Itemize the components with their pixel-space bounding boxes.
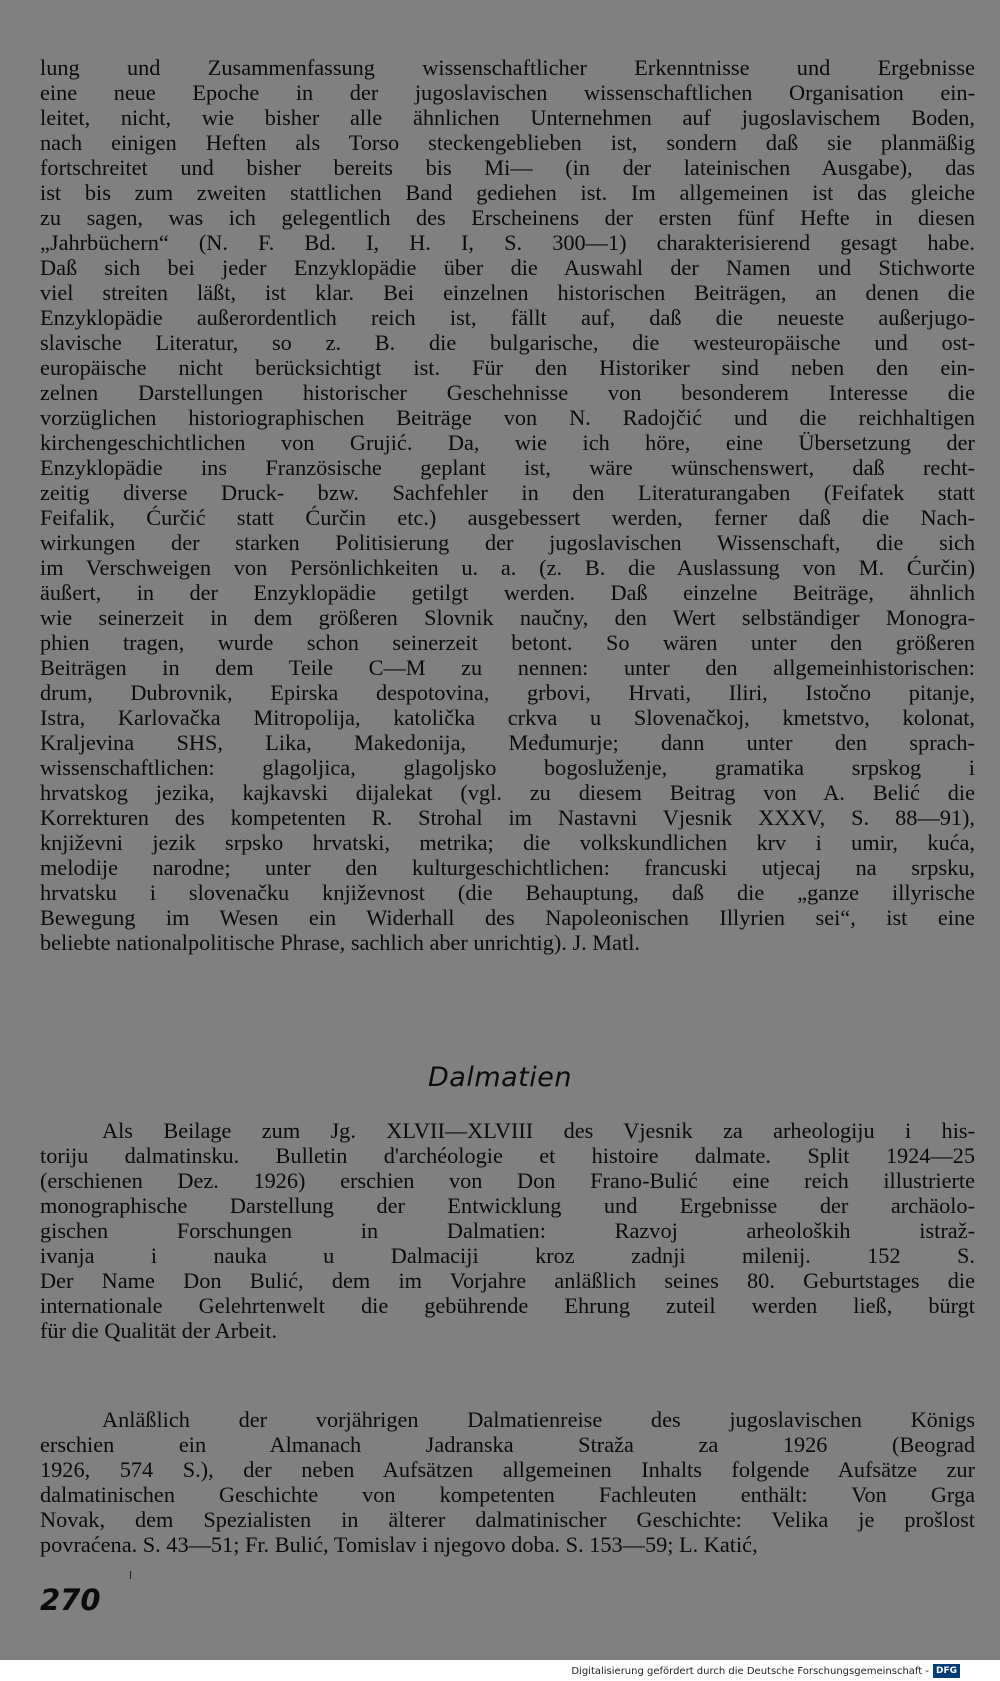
text-line: leitet, nicht, wie bisher alle ähnlichen Unternehmen auf jugoslavischem Boden, — [40, 105, 975, 130]
text-line: Kraljevina SHS, Lika, Makedonija, Međumurje; dann unter den sprach- — [40, 730, 975, 755]
text-line: 1926, 574 S.), der neben Aufsätzen allgemeinen Inhalts folgende Aufsätze zur — [40, 1457, 975, 1482]
bulic-monograph-paragraph — [40, 1118, 975, 1343]
digitization-footer — [571, 1663, 960, 1679]
text-line: vorzüglichen historiographischen Beiträge von N. Radojčić und die reichhaltigen — [40, 405, 975, 430]
text-line: für die Qualität der Arbeit. — [40, 1318, 278, 1343]
text-line: Enzyklopädie ins Französische geplant ist, wäre wünschenswert, daß recht- — [40, 455, 975, 480]
text-line: ivanja i nauka u Dalmaciji kroz zadnji milenij. 152 S. — [40, 1243, 975, 1268]
text-line: zeitig diverse Druck- bzw. Sachfehler in den Literaturangaben (Feifatek statt — [40, 480, 975, 505]
text-line: slavische Literatur, so z. B. die bulgarische, die westeuropäische und ost- — [40, 330, 975, 355]
text-line: hrvatskog jezika, kajkavski dijalekat (vgl. zu diesem Beitrag von A. Belić die — [40, 780, 975, 805]
text-line: kirchengeschichtlichen von Grujić. Da, wie ich höre, eine Übersetzung der — [40, 430, 975, 455]
page-number: 270 — [40, 1583, 101, 1617]
text-line: Novak, dem Spezialisten in älterer dalmatinischer Geschichte: Velika je prošlost — [40, 1507, 975, 1532]
text-line: ist bis zum zweiten stattlichen Band gediehen ist. Im allgemeinen ist das gleiche — [40, 180, 975, 205]
text-line: Istra, Karlovačka Mitropolija, katolička crkva u Slovenačkoj, kmetstvo, kolonat, — [40, 705, 975, 730]
text-line: beliebte nationalpolitische Phrase, sachlich aber unrichtig). J. Matl. — [40, 930, 640, 955]
text-line: Feifalik, Ćurčić statt Ćurčin etc.) ausgebessert werden, ferner daß die Nach- — [40, 505, 975, 530]
text-line: viel streiten läßt, ist klar. Bei einzelnen historischen Beiträgen, an denen die — [40, 280, 975, 305]
text-line: hrvatsku i slovenačku književnost (die Behauptung, daß die „ganze illyrische — [40, 880, 975, 905]
text-line: Der Name Don Bulić, dem im Vorjahre anläßlich seines 80. Geburtstages die — [40, 1268, 975, 1293]
text-line: zu sagen, was ich gelegentlich des Erscheinens der ersten fünf Hefte in diesen — [40, 205, 975, 230]
text-line: melodije narodne; unter den kulturgeschichtlichen: francuski utjecaj na srpsku, — [40, 855, 975, 880]
text-line: fortschreitet und bisher bereits bis Mi— (in der lateinischen Ausgabe), das — [40, 155, 975, 180]
text-line: Korrekturen des kompetenten R. Strohal im Nastavni Vjesnik XXXV, S. 88—91), — [40, 805, 975, 830]
text-line: toriju dalmatinsku. Bulletin d'archéologie et histoire dalmate. Split 1924—25 — [40, 1143, 975, 1168]
text-line: wirkungen der starken Politisierung der jugoslavischen Wissenschaft, die sich — [40, 530, 975, 555]
text-line: književni jezik srpsko hrvatski, metrika; die volkskundlichen krv i umir, kuća, — [40, 830, 975, 855]
text-line: wissenschaftlichen: glagoljica, glagoljsko bogosluženje, gramatika srpskog i — [40, 755, 975, 780]
text-line: lung und Zusammenfassung wissenschaftlicher Erkenntnisse und Ergebnisse — [40, 55, 975, 80]
text-line: (erschienen Dez. 1926) erschien von Don Frano-Bulić eine reich illustrierte — [40, 1168, 975, 1193]
section-heading: Dalmatien — [428, 1062, 572, 1093]
text-line: povraćena. S. 43—51; Fr. Bulić, Tomislav i njegovo doba. S. 153—59; L. Katić, — [40, 1532, 758, 1557]
text-line: Anläßlich der vorjährigen Dalmatienreise des jugoslavischen Königs — [102, 1407, 975, 1432]
text-line: Daß sich bei jeder Enzyklopädie über die Auswahl der Namen und Stichworte — [40, 255, 975, 280]
text-line: wie seinerzeit in dem größeren Slovnik naučny, den Wert selbständiger Monogra- — [40, 605, 975, 630]
dfg-logo: DFG — [933, 1664, 960, 1678]
text-line: erschien ein Almanach Jadranska Straža za 1926 (Beograd — [40, 1432, 975, 1457]
text-line: gischen Forschungen in Dalmatien: Razvoj arheoloških istraž- — [40, 1218, 975, 1243]
text-line: europäische nicht berücksichtigt ist. Für den Historiker sind neben den ein- — [40, 355, 975, 380]
text-line: internationale Gelehrtenwelt die gebührende Ehrung zuteil werden ließ, bürgt — [40, 1293, 975, 1318]
text-line: zelnen Darstellungen historischer Geschehnisse von besonderem Interesse die — [40, 380, 975, 405]
text-line: drum, Dubrovnik, Epirska despotovina, grbovi, Hrvati, Iliri, Istočno pitanje, — [40, 680, 975, 705]
text-line: im Verschweigen von Persönlichkeiten u. a. (z. B. die Auslassung von M. Ćurčin) — [40, 555, 975, 580]
print-mark — [130, 1571, 131, 1579]
almanach-paragraph — [40, 1407, 975, 1557]
text-line: Beiträgen in dem Teile C—M zu nennen: unter den allgemeinhistorischen: — [40, 655, 975, 680]
text-line: monographische Darstellung der Entwicklung und Ergebnisse der archäolo- — [40, 1193, 975, 1218]
text-line: Als Beilage zum Jg. XLVII—XLVIII des Vjesnik za arheologiju i his- — [102, 1118, 975, 1143]
review-paragraph-matl — [40, 55, 975, 955]
text-line: phien tragen, wurde schon seinerzeit betont. So wären unter den größeren — [40, 630, 975, 655]
text-line: nach einigen Heften als Torso steckengeblieben ist, sondern daß sie planmäßig — [40, 130, 975, 155]
text-line: Bewegung im Wesen ein Widerhall des Napoleonischen Illyrien sei“, ist eine — [40, 905, 975, 930]
text-line: „Jahrbüchern“ (N. F. Bd. I, H. I, S. 300—1) charakterisierend gesagt habe. — [40, 230, 975, 255]
text-line: äußert, in der Enzyklopädie getilgt werden. Daß einzelne Beiträge, ähnlich — [40, 580, 975, 605]
footer-credit-text: Digitalisierung gefördert durch die Deutsche Forschungsgemeinschaft - — [571, 1665, 929, 1677]
text-line: dalmatinischen Geschichte von kompetenten Fachleuten enthält: Von Grga — [40, 1482, 975, 1507]
text-line: eine neue Epoche in der jugoslavischen wissenschaftlichen Organisation ein- — [40, 80, 975, 105]
text-line: Enzyklopädie außerordentlich reich ist, fällt auf, daß die neueste außerjugo- — [40, 305, 975, 330]
